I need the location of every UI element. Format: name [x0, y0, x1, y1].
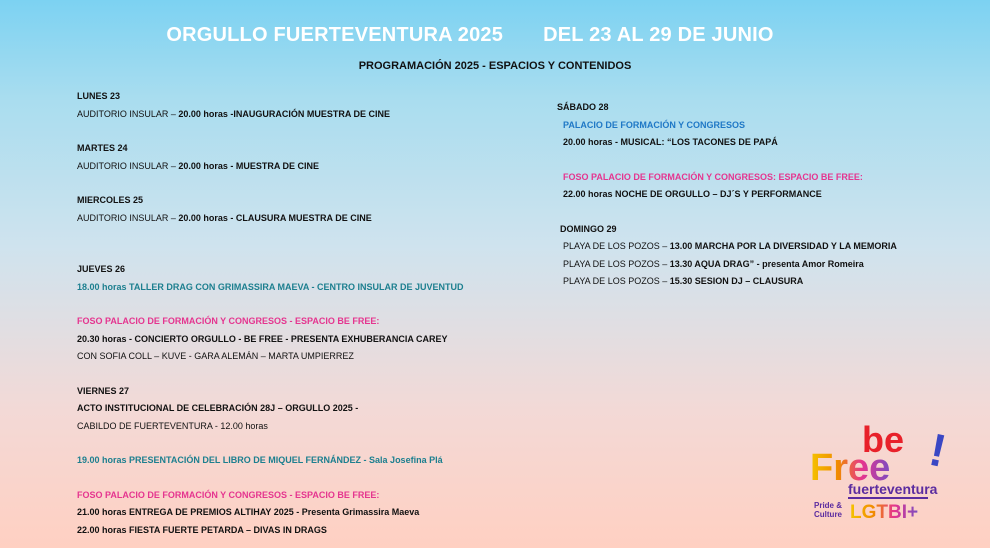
logo-free-text: Free [810, 447, 891, 489]
event-line-fiesta: 22.00 horas FIESTA FUERTE PETARDA – DIVAS IN DRAGS [77, 524, 327, 535]
day-heading-viernes: VIERNES 27 [77, 385, 130, 396]
logo-exclamation: ! [924, 422, 951, 477]
event-line-noche: 22.00 horas NOCHE DE ORGULLO – DJ´S Y PERFORMANCE [563, 189, 822, 199]
day-heading-domingo: DOMINGO 29 [560, 223, 617, 234]
event-line-musical: 20.00 horas - MUSICAL: “LOS TACONES DE PAPÁ [563, 137, 778, 147]
venue-text: PLAYA DE LOS POZOS – [563, 241, 670, 251]
venue-text: AUDITORIO INSULAR – [77, 108, 179, 119]
title-dates: DEL 23 AL 29 DE JUNIO [543, 24, 774, 46]
logo-be-text: be [862, 419, 905, 460]
logo-underline [848, 497, 928, 499]
day-heading-lunes: LUNES 23 [77, 91, 121, 101]
event-line [77, 106, 527, 124]
event-line-concierto: 20.30 horas - CONCIERTO ORGULLO - BE FREE - PRESENTA EXHUBERANCIA CAREY [77, 333, 448, 344]
day-heading-martes: MARTES 24 [77, 143, 128, 153]
event-presenter: - presenta Amor Romeira [754, 258, 864, 269]
logo-lgtbi-text: LGTBI+ [850, 502, 919, 523]
logo-fuerteventura-text: fuerteventura [848, 481, 938, 497]
event-text: 15.30 SESION DJ – CLAUSURA [669, 276, 804, 286]
day-heading-jueves: JUEVES 26 [77, 264, 126, 274]
event-line-cabildo: CABILDO DE FUERTEVENTURA - 12.00 horas [77, 420, 268, 431]
event-line-acto: ACTO INSTITUCIONAL DE CELEBRACIÓN 28J – ORGULLO 2025 - [77, 403, 359, 413]
page-title [0, 24, 940, 47]
venue-text: AUDITORIO INSULAR – [77, 212, 179, 223]
event-text: 20.00 horas - CLAUSURA MUESTRA DE CINE [178, 212, 372, 223]
event-line [557, 256, 937, 274]
page-subtitle: PROGRAMACIÓN 2025 - ESPACIOS Y CONTENIDOS [358, 60, 632, 72]
logo-pride-text: Pride & [814, 501, 843, 510]
be-free-logo [810, 414, 951, 524]
event-line-premios: 21.00 horas ENTREGA DE PREMIOS ALTIHAY 2025 - Presenta Grimassira Maeva [77, 507, 420, 517]
event-line [557, 238, 937, 256]
venue-text: PLAYA DE LOS POZOS – [563, 276, 670, 286]
schedule-left-column [77, 88, 527, 539]
event-text: 20.00 horas -INAUGURACIÓN MUESTRA DE CINE [178, 108, 391, 119]
day-heading-sabado: SÁBADO 28 [557, 102, 609, 112]
event-text: 13.00 MARCHA POR LA DIVERSIDAD Y LA MEMORIA [669, 241, 897, 251]
day-heading-miercoles: MIERCOLES 25 [77, 195, 144, 205]
event-line [557, 273, 937, 291]
event-line-libro: 19.00 horas PRESENTACIÓN DEL LIBRO DE MIQUEL FERNÁNDEZ - Sala Josefina Plá [77, 455, 443, 465]
title-event: ORGULLO FUERTEVENTURA 2025 [166, 24, 504, 46]
venue-text: PLAYA DE LOS POZOS – [563, 258, 670, 269]
event-text: 13.30 AQUA DRAG” [669, 258, 755, 269]
logo-culture-text: Culture [814, 510, 842, 519]
event-line [77, 158, 527, 176]
venue-heading-palacio: PALACIO DE FORMACIÓN Y CONGRESOS [563, 119, 746, 130]
event-line [77, 210, 527, 228]
schedule-right-column [557, 99, 937, 291]
venue-heading-foso: FOSO PALACIO DE FORMACIÓN Y CONGRESOS: ESPACIO BE FREE: [563, 171, 863, 182]
venue-text: AUDITORIO INSULAR – [77, 160, 179, 171]
event-line-artistas: CON SOFIA COLL – KUVE - GARA ALEMÁN – MARTA UMPIERREZ [77, 351, 354, 361]
event-text: 20.00 horas - MUESTRA DE CINE [178, 160, 320, 171]
venue-heading-foso: FOSO PALACIO DE FORMACIÓN Y CONGRESOS - ESPACIO BE FREE: [77, 316, 380, 326]
event-line-taller: 18.00 horas TALLER DRAG CON GRIMASSIRA MAEVA - CENTRO INSULAR DE JUVENTUD [77, 281, 464, 292]
venue-heading-foso: FOSO PALACIO DE FORMACIÓN Y CONGRESOS - ESPACIO BE FREE: [77, 489, 380, 500]
